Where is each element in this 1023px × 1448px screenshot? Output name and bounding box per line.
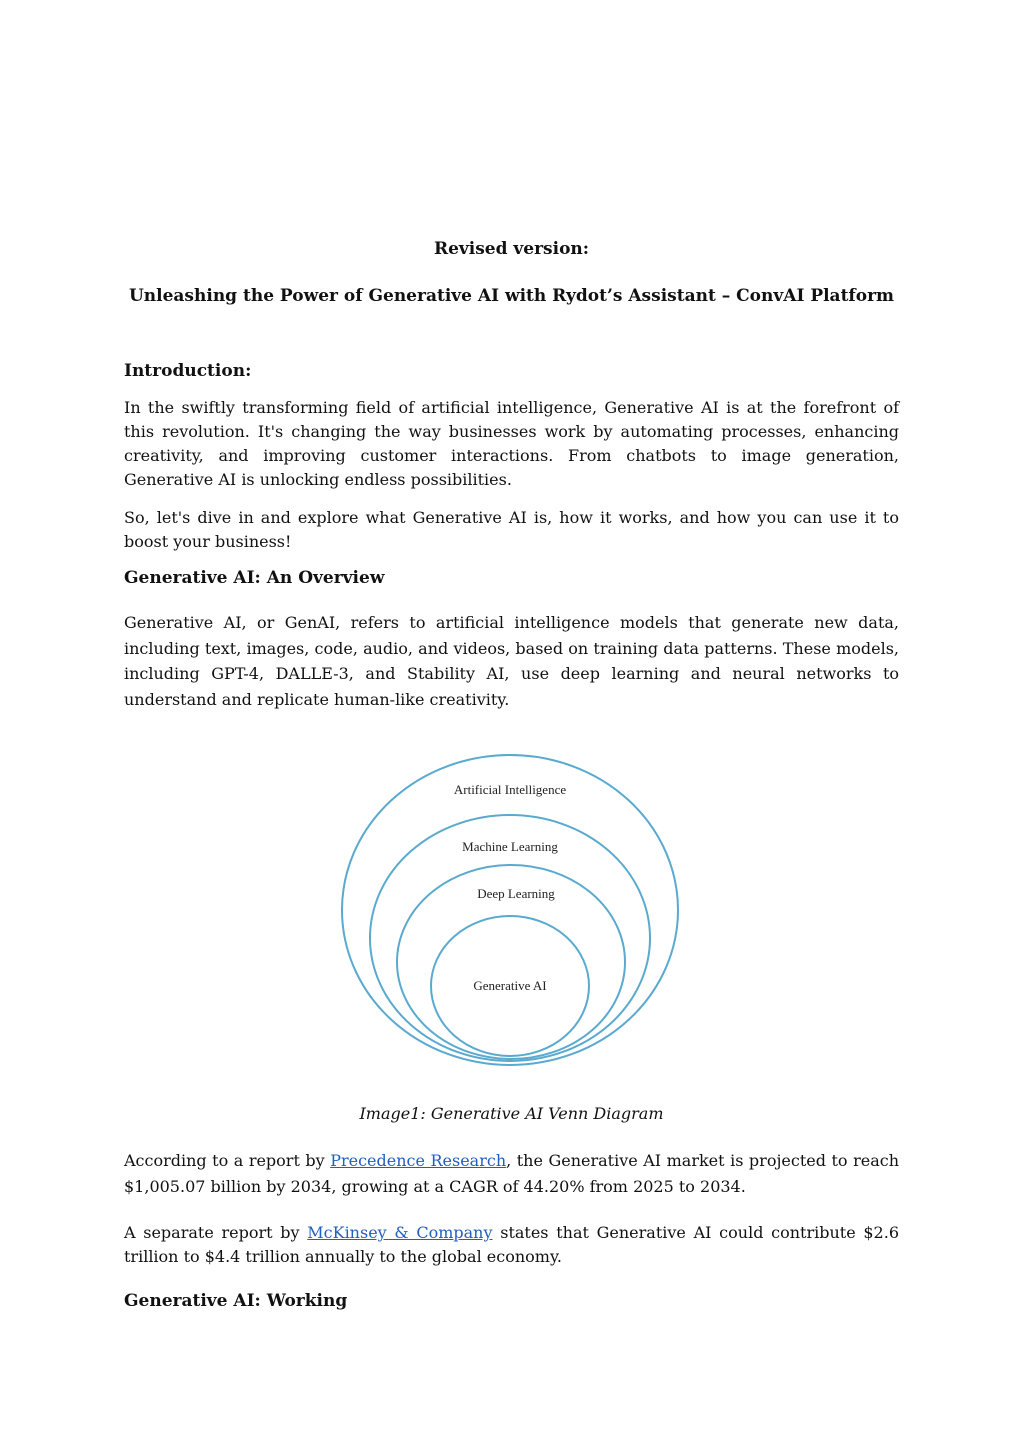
revised-version-label: Revised version: (433, 239, 590, 259)
venn-label-generative-ai: Generative AI (473, 978, 547, 993)
overview-paragraph: Generative AI, or GenAI, refers to artificial intelligence models that generate new data, including text, images, code, audio, and videos, based on training data patterns. These models, including GPT-4, DALLE-3, and Stability AI, use deep learning and neural networks to understand and replicate human-like creativity. (124, 613, 899, 709)
report1-text-before: According to a report by (124, 1151, 331, 1170)
precedence-research-link[interactable]: Precedence Research (330, 1151, 507, 1170)
venn-label-machine-learning: Machine Learning (462, 839, 558, 854)
introduction-heading: Introduction: (124, 361, 252, 381)
report-paragraph-mckinsey (124, 1221, 899, 1269)
report2-text-before: A separate report by (124, 1223, 308, 1242)
venn-circle-artificial-intelligence (342, 755, 678, 1065)
venn-label-deep-learning: Deep Learning (477, 886, 555, 901)
venn-label-artificial-intelligence: Artificial Intelligence (453, 782, 567, 797)
mckinsey-company-link[interactable]: McKinsey & Company (307, 1223, 493, 1242)
overview-heading: Generative AI: An Overview (124, 568, 385, 588)
diagram-caption: Image1: Generative AI Venn Diagram (359, 1104, 664, 1123)
working-heading: Generative AI: Working (124, 1291, 348, 1311)
report1-text-after: , the Generative AI market is projected to reach $1,005.07 billion by 2034, growing at a CAGR of 44.20% from 2025 to 2034. (124, 1151, 899, 1196)
report-paragraph-precedence (124, 1148, 899, 1199)
document-title: Unleashing the Power of Generative AI with Rydot’s Assistant – ConvAI Platform (128, 286, 895, 306)
intro-paragraph-2: So, let's dive in and explore what Generative AI is, how it works, and how you can use it to boost your business! (124, 508, 899, 551)
report2-text-after: states that Generative AI could contribute $2.6 trillion to $4.4 trillion annually to the global economy. (124, 1223, 900, 1266)
intro-paragraph-1: In the swiftly transforming field of artificial intelligence, Generative AI is at the forefront of this revolution. It's changing the way businesses work by automating processes, enhancing creativity, and improving customer interactions. From chatbots to image generation, Generative AI is unlocking endless possibilities. (124, 398, 899, 489)
generative-ai-venn-diagram (338, 750, 684, 1066)
